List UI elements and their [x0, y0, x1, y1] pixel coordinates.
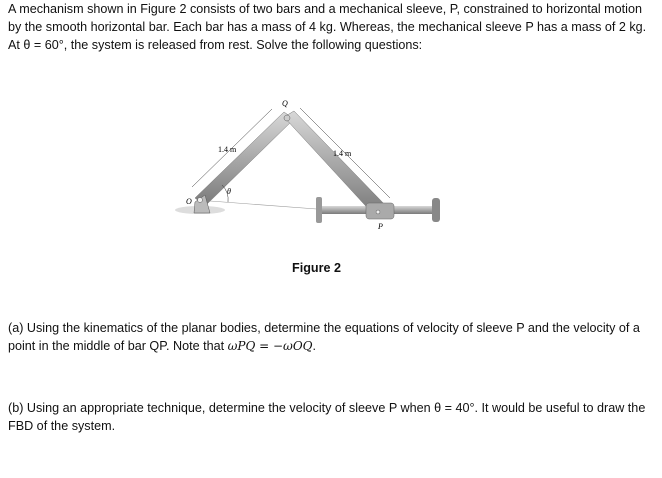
label-theta: θ	[227, 187, 231, 196]
problem-intro: A mechanism shown in Figure 2 consists of two bars and a mechanical sleeve, P, constrained to horizontal motion by the smooth horizontal bar. Each bar has a mass of 4 kg. Whereas, the mechanical sleeve P has a mass of 2 kg. At θ = 60°, the system is released from rest. Solve the following questions:	[8, 2, 647, 52]
question-a	[8, 319, 648, 355]
rod-end-right	[432, 198, 440, 222]
label-o: O	[186, 197, 192, 206]
label-p: P	[378, 222, 383, 231]
label-q: Q	[282, 99, 288, 108]
question-b: (b) Using an appropriate technique, determine the velocity of sleeve P when θ = 40°. It would be useful to draw the FBD of the system.	[8, 401, 646, 433]
bar-oq	[195, 112, 294, 206]
figure-caption: Figure 2	[292, 261, 341, 275]
rod-end-left	[316, 197, 322, 223]
reference-line	[210, 201, 330, 210]
question-a-end: .	[312, 339, 316, 353]
mechanism-figure	[170, 90, 460, 240]
bar-qp	[284, 111, 388, 215]
label-len-qp: 1.4 m	[333, 149, 352, 158]
question-a-text: (a) Using the kinematics of the planar bodies, determine the equations of velocity of sleeve P and the velocity of a point in the middle of bar QP. Note that	[8, 321, 640, 353]
question-a-math: ωPQ = −ωOQ	[227, 339, 313, 353]
label-len-oq: 1.4 m	[218, 145, 237, 154]
